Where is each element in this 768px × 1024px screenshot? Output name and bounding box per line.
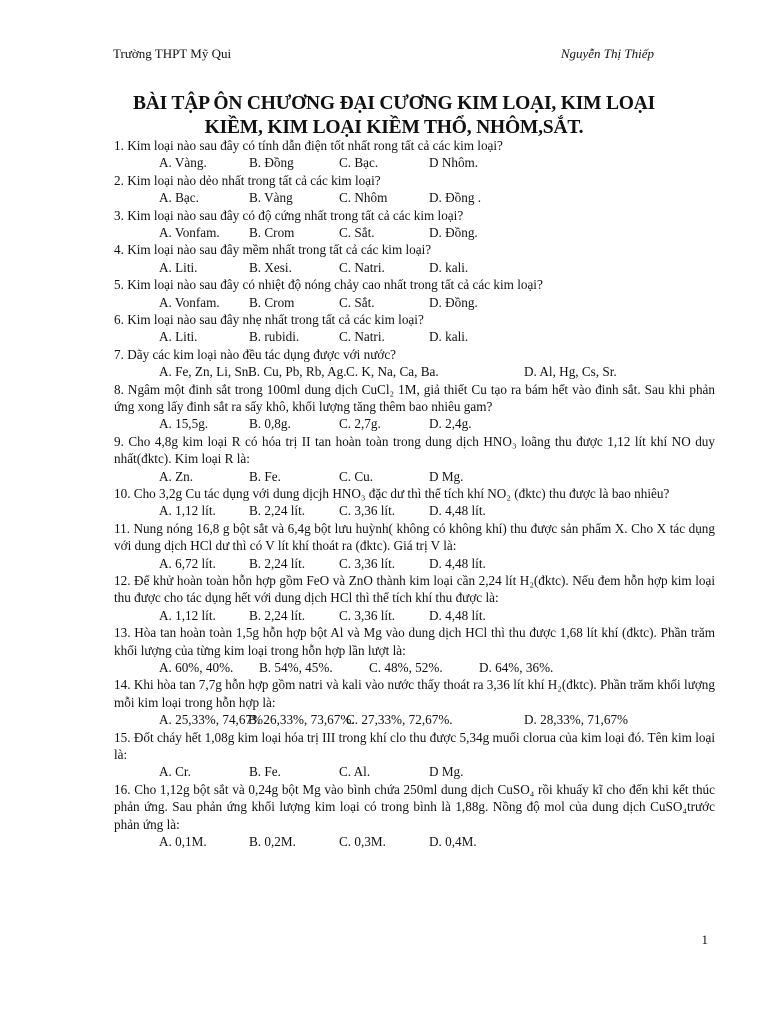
question-11 [114, 520, 715, 572]
question-text: 10. Cho 3,2g Cu tác dụng với dung dịcjh HNO₃ đặc dư thì thể tích khí NO₂ (đktc) thu được là bao nhiêu? [114, 485, 670, 501]
answer-option: D. Đồng. [429, 294, 478, 310]
answer-option: B. 0,2M. [249, 834, 296, 850]
answer-option: A. 1,12 lít. [159, 503, 216, 519]
answer-option: A. Vonfam. [159, 225, 220, 240]
question-10 [114, 485, 715, 520]
answer-options [114, 259, 715, 276]
question-3 [114, 207, 715, 242]
question-8 [114, 381, 715, 433]
question-1 [114, 137, 715, 172]
answer-option: B. 2,24 lít. [249, 607, 306, 623]
question-13 [114, 624, 715, 676]
answer-option: A. 1,12 lít. [159, 607, 216, 623]
question-14 [114, 676, 715, 728]
question-text: 4. Kim loại nào sau đây mềm nhất trong tất cả các kim loại? [114, 242, 432, 258]
answer-option: D. 4,48 lít. [429, 503, 486, 519]
question-15 [114, 729, 715, 781]
answer-option: C. Bạc. [339, 155, 379, 171]
answer-option: A. 25,33%, 74,67%. [159, 712, 267, 728]
answer-option: B. Đồng [249, 155, 294, 171]
question-text: 14. Khi hòa tan 7,7g hỗn hợp gồm natri và kali vào nước thấy thoát ra 3,36 lít khí H₂(đktc). Phần trăm khối lượng mỗi kim loại trong hỗn hợp là: [114, 677, 715, 710]
title-line-2: KIỀM, KIM LOẠI KIỀM THỔ, NHÔM,SẮT. [204, 117, 584, 138]
answer-option: C. Cu. [339, 468, 374, 484]
answer-option: C. Nhôm [339, 190, 388, 206]
answer-option: C. 3,36 lít. [339, 503, 396, 519]
question-4 [114, 241, 715, 276]
answer-option: A. 6,72 lít. [159, 555, 216, 571]
answer-option: B. Crom [249, 225, 295, 240]
answer-options [114, 555, 715, 572]
answer-option: D. Đồng . [429, 190, 482, 206]
answer-option: A. Liti. [159, 329, 198, 345]
answer-options [114, 763, 715, 780]
answer-option: B. 2,24 lít. [249, 555, 306, 571]
question-text: 3. Kim loại nào sau đây có độ cứng nhất trong tất cả các kim loại? [114, 207, 464, 223]
answer-option: A. Vàng. [159, 155, 207, 171]
question-text: 2. Kim loại nào dẻo nhất trong tất cả các kim loại? [114, 172, 381, 188]
answer-option: A. 0,1M. [159, 834, 207, 850]
question-text: 8. Ngâm một đinh sắt trong 100ml dung dịch CuCl₂ 1M, giả thiết Cu tạo ra bám hết vào đinh sắt. Sau khi phản ứng xong lấy đinh sắt ra sấy khô, khối lượng tăng thêm bao nhiêu gam? [114, 381, 715, 414]
answer-option: D. Đồng. [429, 225, 478, 240]
answer-option: A. Fe, Zn, Li, Sn. [159, 364, 252, 380]
answer-options [114, 154, 715, 171]
answer-options [114, 607, 715, 624]
question-text: 7. Dãy các kim loại nào đều tác dụng được với nước? [114, 346, 397, 362]
page-number: 1 [701, 932, 708, 947]
answer-option: D Nhôm. [429, 155, 479, 171]
answer-options [114, 833, 715, 850]
page-header [113, 46, 654, 64]
question-6 [114, 311, 715, 346]
answer-options [114, 189, 715, 206]
question-text: 12. Để khử hoàn toàn hỗn hợp gồm FeO và ZnO thành kim loại cần 2,24 lít H₂(đktc). Nếu đem hỗn hợp kim loại thu được cho tác dụng hết với dung dịch HCl thì thể tích khí thu được là: [114, 572, 715, 606]
answer-option: D Mg. [429, 764, 464, 780]
answer-option: B. Xesi. [249, 259, 292, 275]
answer-option: B. Crom [249, 294, 295, 310]
answer-option: A. Zn. [159, 468, 194, 484]
answer-options [114, 224, 715, 241]
document-title [100, 92, 688, 140]
question-text: 13. Hòa tan hoàn toàn 1,5g hỗn hợp bột Al và Mg vào dung dịch HCl thì thu được 1,68 lít khí (đktc). Phần trăm khối lượng của từng kim loại trong hỗn hợp lần lượt là: [114, 625, 715, 658]
answer-option: C. Sắt. [339, 225, 375, 240]
answer-option: D Mg. [429, 468, 464, 484]
question-text: 15. Đốt cháy hết 1,08g kim loại hóa trị III trong khí clo thu được 5,34g muối clorua của kim loại đó. Tên kim loại là: [114, 729, 715, 762]
answer-option: C. 0,3M. [339, 834, 386, 850]
answer-option: D. 4,48 lít. [429, 607, 486, 623]
answer-option: B. 54%, 45%. [259, 660, 333, 675]
answer-option: B. 2,24 lít. [249, 503, 306, 519]
answer-option: A. Liti. [159, 259, 198, 275]
title-line-1: BÀI TẬP ÔN CHƯƠNG ĐẠI CƯƠNG KIM LOẠI, KIM LOẠI [132, 93, 656, 114]
question-12 [114, 572, 715, 624]
answer-option: D. kali. [429, 329, 469, 345]
answer-option: C. Natri. [339, 259, 385, 275]
answer-option: B. 0,8g. [249, 416, 291, 432]
answer-options [114, 711, 715, 728]
answer-option: C. 3,36 lít. [339, 555, 396, 571]
question-7 [114, 346, 715, 381]
answer-options [114, 415, 715, 432]
question-text: 16. Cho 1,12g bột sắt và 0,24g bột Mg vào bình chứa 250ml dung dịch CuSO₄ rồi khuấy kĩ cho đến khi kết thúc phản ứng. Sau phản ứng khối lượng kim loại có trong bình là 1,88g. Nồng độ mol của dung dịch CuSO₄trước phản ứng là: [114, 781, 715, 832]
answer-option: C. Al. [339, 764, 371, 780]
question-list [114, 137, 715, 850]
answer-option: A. 60%, 40%. [159, 660, 234, 675]
question-text: 5. Kim loại nào sau đây có nhiệt độ nóng chảy cao nhất trong tất cả các kim loại? [114, 277, 543, 293]
answer-option: C. 27,33%, 72,67%. [346, 712, 453, 728]
answer-options [114, 659, 715, 676]
answer-option: B. 26,33%, 73,67%. [248, 712, 355, 728]
question-text: 6. Kim loại nào sau đây nhẹ nhất trong tất cả các kim loại? [114, 311, 424, 327]
answer-option: A. Vonfam. [159, 294, 220, 310]
answer-options [114, 328, 715, 345]
answer-options [114, 363, 715, 380]
answer-option: B. Fe. [249, 468, 281, 484]
answer-option: C. 48%, 52%. [369, 660, 443, 675]
answer-option: B. rubidi. [249, 329, 300, 345]
answer-option: C. K, Na, Ca, Ba. [346, 364, 439, 380]
answer-option: D. kali. [429, 259, 469, 275]
answer-option: A. Bạc. [159, 190, 199, 206]
question-2 [114, 172, 715, 207]
question-text: 1. Kim loại nào sau đây có tính dẫn điện tốt nhất rong tất cả các kim loại? [114, 138, 503, 153]
answer-options [114, 502, 715, 519]
question-5 [114, 276, 715, 311]
answer-option: B. Fe. [249, 764, 281, 780]
answer-option: C. Sắt. [339, 294, 375, 310]
answer-option: D. Al, Hg, Cs, Sr. [524, 364, 617, 380]
answer-option: A. Cr. [159, 764, 191, 780]
question-text: 9. Cho 4,8g kim loại R có hóa trị II tan hoàn toàn trong dung dịch HNO₃ loãng thu được 1,12 lít khí NO duy nhất(đktc). Kim loại R là: [114, 433, 715, 467]
question-text: 11. Nung nóng 16,8 g bột sắt và 6,4g bột lưu huỳnh( không có không khí) thu được sản phẩm X. Cho X tác dụng với dung dịch HCl dư thì có V lít khí thoát ra (đktc). Giá trị V là: [114, 520, 715, 554]
school-name: Trường THPT Mỹ Qui [113, 46, 232, 61]
answer-option: C. 3,36 lít. [339, 607, 396, 623]
answer-options [114, 294, 715, 311]
answer-option: D. 0,4M. [429, 834, 477, 850]
answer-option: C. Natri. [339, 329, 385, 345]
answer-option: D. 2,4g. [429, 416, 472, 432]
answer-option: D. 4,48 lít. [429, 555, 486, 571]
answer-option: C. 2,7g. [339, 416, 381, 432]
answer-option: D. 28,33%, 71,67% [524, 712, 629, 728]
answer-option: A. 15,5g. [159, 416, 209, 432]
answer-option: B. Vàng [249, 190, 293, 206]
answer-option: B. Cu, Pb, Rb, Ag. [248, 364, 347, 380]
answer-options [114, 468, 715, 485]
author-name: Nguyễn Thị Thiếp [560, 46, 654, 61]
question-16 [114, 781, 715, 851]
answer-option: D. 64%, 36%. [479, 660, 554, 675]
question-9 [114, 433, 715, 485]
